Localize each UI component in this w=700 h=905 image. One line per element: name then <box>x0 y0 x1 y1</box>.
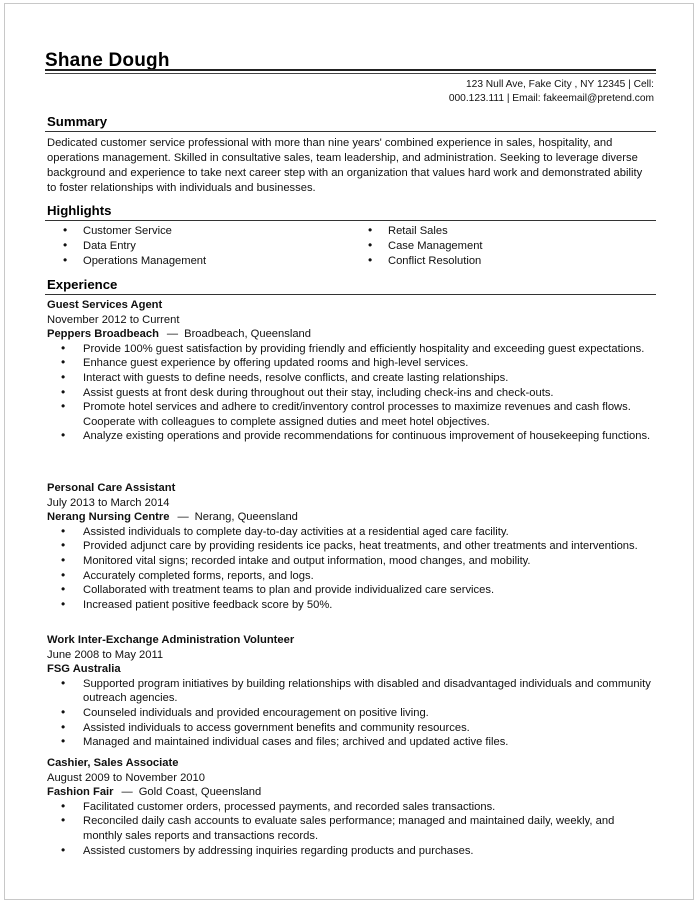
job-employer <box>47 327 653 342</box>
bullet-item: • Assisted individuals to complete day-to-day activities at a residential aged care facility. <box>47 525 653 540</box>
bullet-item: • Managed and maintained individual cases and files; archived and updated active files. <box>47 735 653 750</box>
contact-address: 123 Null Ave, Fake City , NY 12345 | Cell: <box>465 79 654 90</box>
job-location: Nerang, Queensland <box>194 511 298 524</box>
bullet-item: • Supported program initiatives by building relationships with disabled and disadvantaged individuals and community outreach agencies. <box>47 677 653 706</box>
bullet-item: • Reconciled daily cash accounts to evaluate sales performance; managed and maintained daily, weekly, and monthly sales reports and transactions records. <box>47 814 653 843</box>
company-name: Nerang Nursing Centre <box>47 511 170 524</box>
header-rule <box>45 69 656 71</box>
job-location: Gold Coast, Queensland <box>138 786 262 799</box>
experience-rule <box>45 294 656 295</box>
company-name: Fashion Fair <box>47 786 114 799</box>
job-entry <box>47 298 653 444</box>
summary-text: Dedicated customer service professional with more than nine years' combined experience in sales, hospitality, and operations management. Skilled in consultative sales, team leadership, and administration. Seeking to leverage diverse background and experience to take next career step with an organization that values hard work and demonstrated ability to foster relationships with individuals and businesses. <box>47 137 643 194</box>
bullet-item: • Provide 100% guest satisfaction by providing friendly and efficiently hospitality and exceeding guest expectations. <box>47 342 653 357</box>
job-bullets <box>47 677 653 750</box>
job-title: Guest Services Agent <box>47 299 163 311</box>
job-employer <box>47 662 653 677</box>
job-bullets <box>47 525 653 613</box>
separator: — <box>177 511 189 524</box>
bullet-item: • Analyze existing operations and provide recommendations for continuous improvement of housekeeping functions. <box>47 429 653 444</box>
bullet-item: • Facilitated customer orders, processed payments, and recorded sales transactions. <box>47 800 653 815</box>
candidate-name: Shane Dough <box>45 50 170 71</box>
bullet-item: • Enhance guest experience by offering updated rooms and high-level services. <box>47 356 653 371</box>
summary-rule <box>45 131 656 132</box>
separator: — <box>121 786 133 799</box>
highlight-item: • Retail Sales <box>368 224 483 239</box>
job-dates: November 2012 to Current <box>47 313 180 326</box>
experience-heading: Experience <box>47 277 118 292</box>
bullet-item: • Collaborated with treatment teams to plan and provide individualized care services. <box>47 583 653 598</box>
highlights-heading: Highlights <box>47 203 112 218</box>
job-bullets <box>47 342 653 444</box>
company-name: FSG Australia <box>47 663 121 676</box>
job-dates: August 2009 to November 2010 <box>47 771 205 784</box>
bullet-item: • Interact with guests to define needs, resolve conflicts, and create lasting relationships. <box>47 371 653 386</box>
bullet-item: • Monitored vital signs; recorded intake and output information, mood changes, and mobility. <box>47 554 653 569</box>
header-rule-thin <box>45 73 656 74</box>
job-entry <box>47 481 653 612</box>
job-title: Work Inter-Exchange Administration Volunteer <box>47 634 295 646</box>
highlights-rule <box>45 220 656 221</box>
highlight-item: • Customer Service <box>63 224 206 239</box>
highlights-left-list <box>63 224 206 269</box>
highlight-item: • Data Entry <box>63 239 206 254</box>
bullet-item: • Assist guests at front desk during throughout out their stay, including check-ins and check-outs. <box>47 386 653 401</box>
highlights-right-list <box>368 224 483 269</box>
bullet-item: • Promote hotel services and adhere to credit/inventory control processes to maximize revenues and cash flows. Cooperate with colleagues to complete assigned duties and meet hotel objectives. <box>47 400 653 429</box>
company-name: Peppers Broadbeach <box>47 328 159 341</box>
highlight-item: • Conflict Resolution <box>368 254 483 269</box>
job-location: Broadbeach, Queensland <box>184 328 311 341</box>
job-dates: July 2013 to March 2014 <box>47 496 170 509</box>
highlight-item: • Operations Management <box>63 254 206 269</box>
bullet-item: • Accurately completed forms, reports, and logs. <box>47 569 653 584</box>
job-entry <box>47 756 653 858</box>
bullet-item: • Increased patient positive feedback score by 50%. <box>47 598 653 613</box>
job-title: Cashier, Sales Associate <box>47 757 179 769</box>
job-employer <box>47 510 653 525</box>
job-dates: June 2008 to May 2011 <box>47 648 164 661</box>
bullet-item: • Provided adjunct care by providing residents ice packs, heat treatments, and other treatments and interventions. <box>47 539 653 554</box>
bullet-item: • Assisted customers by addressing inquiries regarding products and purchases. <box>47 844 653 859</box>
bullet-item: • Counseled individuals and provided encouragement on positive living. <box>47 706 653 721</box>
job-bullets <box>47 800 653 858</box>
highlight-item: • Case Management <box>368 239 483 254</box>
bullet-item: • Assisted individuals to access government benefits and community resources. <box>47 721 653 736</box>
contact-info <box>254 78 654 106</box>
job-employer <box>47 785 653 800</box>
separator: — <box>166 328 179 341</box>
job-title: Personal Care Assistant <box>47 482 176 494</box>
job-entry <box>47 633 653 750</box>
summary-heading: Summary <box>47 114 108 129</box>
contact-phone-email: 000.123.111 | Email: fakeemail@pretend.com <box>448 93 654 104</box>
